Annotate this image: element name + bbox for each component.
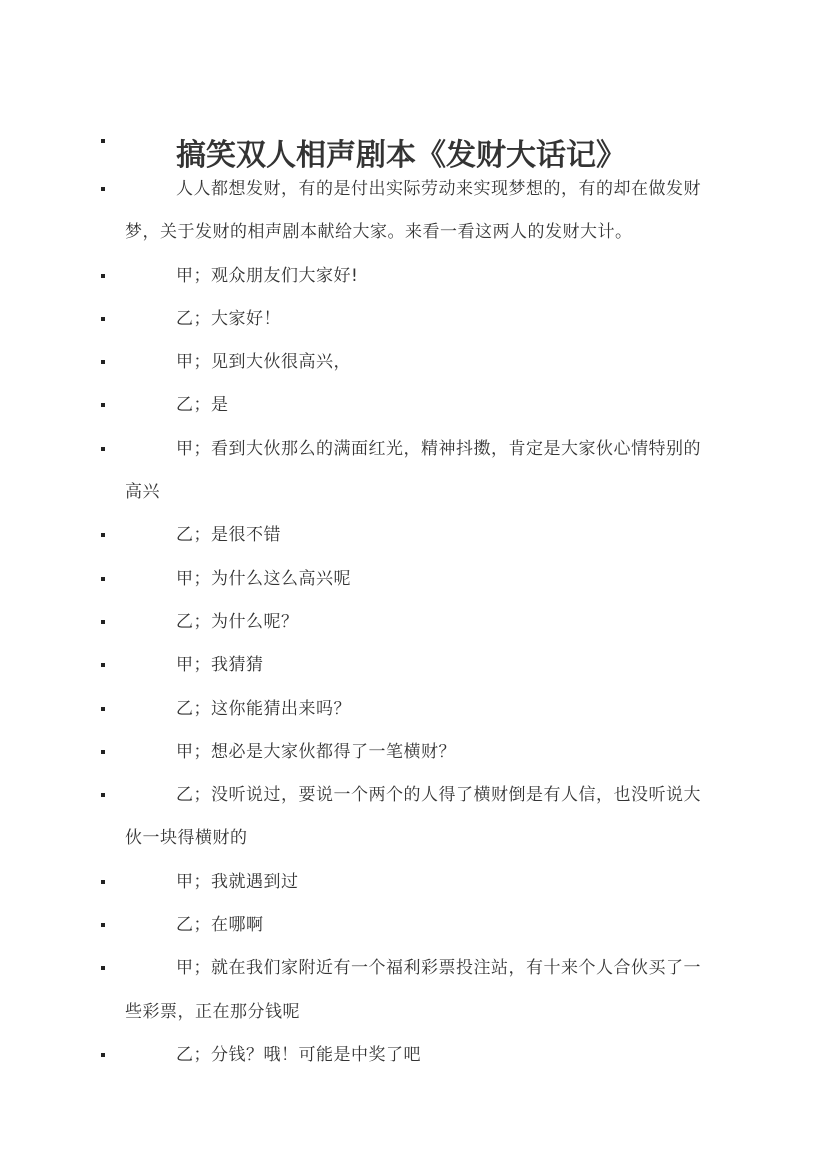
document-title: 搞笑双人相声剧本《发财大话记》 bbox=[176, 138, 626, 174]
paragraph-text: 甲；我就遇到过 bbox=[176, 871, 299, 892]
dialogue-line bbox=[0, 601, 827, 644]
bullet-marker bbox=[101, 577, 105, 581]
paragraph-text: 乙；是很不错 bbox=[176, 525, 281, 546]
paragraph-text: 乙；这你能猜出来吗？ bbox=[176, 698, 351, 719]
dialogue-line bbox=[0, 644, 827, 687]
dialogue-line bbox=[0, 341, 827, 384]
paragraph-text: 乙；在哪啊 bbox=[176, 915, 264, 936]
paragraph-text: 甲；为什么这么高兴呢 bbox=[176, 568, 351, 589]
bullet-marker bbox=[101, 403, 105, 407]
dialogue-line bbox=[0, 904, 827, 947]
dialogue-line bbox=[0, 298, 827, 341]
paragraph-text: 甲；就在我们家附近有一个福利彩票投注站，有十来个人合伙买了一些彩票，正在那分钱呢 bbox=[125, 958, 701, 1022]
bullet-marker bbox=[101, 317, 105, 321]
dialogue-line bbox=[0, 731, 827, 774]
dialogue-line bbox=[0, 428, 827, 515]
paragraph-text: 人人都想发财，有的是付出实际劳动来实现梦想的，有的却在做发财梦，关于发财的相声剧本献给大家。来看一看这两人的发财大计。 bbox=[125, 179, 701, 243]
paragraph-text: 乙；大家好！ bbox=[176, 308, 281, 329]
paragraph-text: 乙；没听说过，要说一个两个的人得了横财倒是有人信，也没听说大伙一块得横财的 bbox=[125, 785, 701, 849]
dialogue-line bbox=[0, 558, 827, 601]
dialogue-line bbox=[0, 1034, 827, 1077]
bullet-marker bbox=[101, 793, 105, 797]
bullet-marker bbox=[101, 533, 105, 537]
paragraph-text: 甲；我猜猜 bbox=[176, 655, 264, 676]
bullet-marker bbox=[101, 274, 105, 278]
dialogue-line bbox=[0, 774, 827, 861]
dialogue-line bbox=[0, 255, 827, 298]
bullet-marker bbox=[101, 187, 105, 191]
bullet-marker bbox=[101, 139, 105, 143]
bullet-marker bbox=[101, 447, 105, 451]
paragraph-text: 乙；为什么呢？ bbox=[176, 611, 299, 632]
bullet-marker bbox=[101, 923, 105, 927]
paragraph-text: 甲；观众朋友们大家好! bbox=[176, 265, 359, 286]
dialogue-list bbox=[0, 168, 827, 1077]
bullet-marker bbox=[101, 750, 105, 754]
paragraph-text: 甲；想必是大家伙都得了一笔横财？ bbox=[176, 741, 456, 762]
dialogue-line bbox=[0, 514, 827, 557]
bullet-marker bbox=[101, 663, 105, 667]
title-row bbox=[0, 113, 827, 174]
dialogue-line bbox=[0, 947, 827, 1034]
paragraph-intro bbox=[0, 168, 827, 255]
bullet-marker bbox=[101, 360, 105, 364]
paragraph-text: 乙；分钱？哦！可能是中奖了吧 bbox=[176, 1044, 421, 1065]
bullet-marker bbox=[101, 707, 105, 711]
paragraph-text: 甲；见到大伙很高兴， bbox=[176, 352, 351, 373]
dialogue-line bbox=[0, 861, 827, 904]
bullet-marker bbox=[101, 1053, 105, 1057]
paragraph-text: 甲；看到大伙那么的满面红光，精神抖擞，肯定是大家伙心情特别的高兴 bbox=[125, 438, 701, 503]
paragraph-text: 乙；是 bbox=[176, 395, 229, 416]
bullet-marker bbox=[101, 620, 105, 624]
bullet-marker bbox=[101, 880, 105, 884]
dialogue-line bbox=[0, 688, 827, 731]
dialogue-line bbox=[0, 384, 827, 427]
bullet-marker bbox=[101, 966, 105, 970]
